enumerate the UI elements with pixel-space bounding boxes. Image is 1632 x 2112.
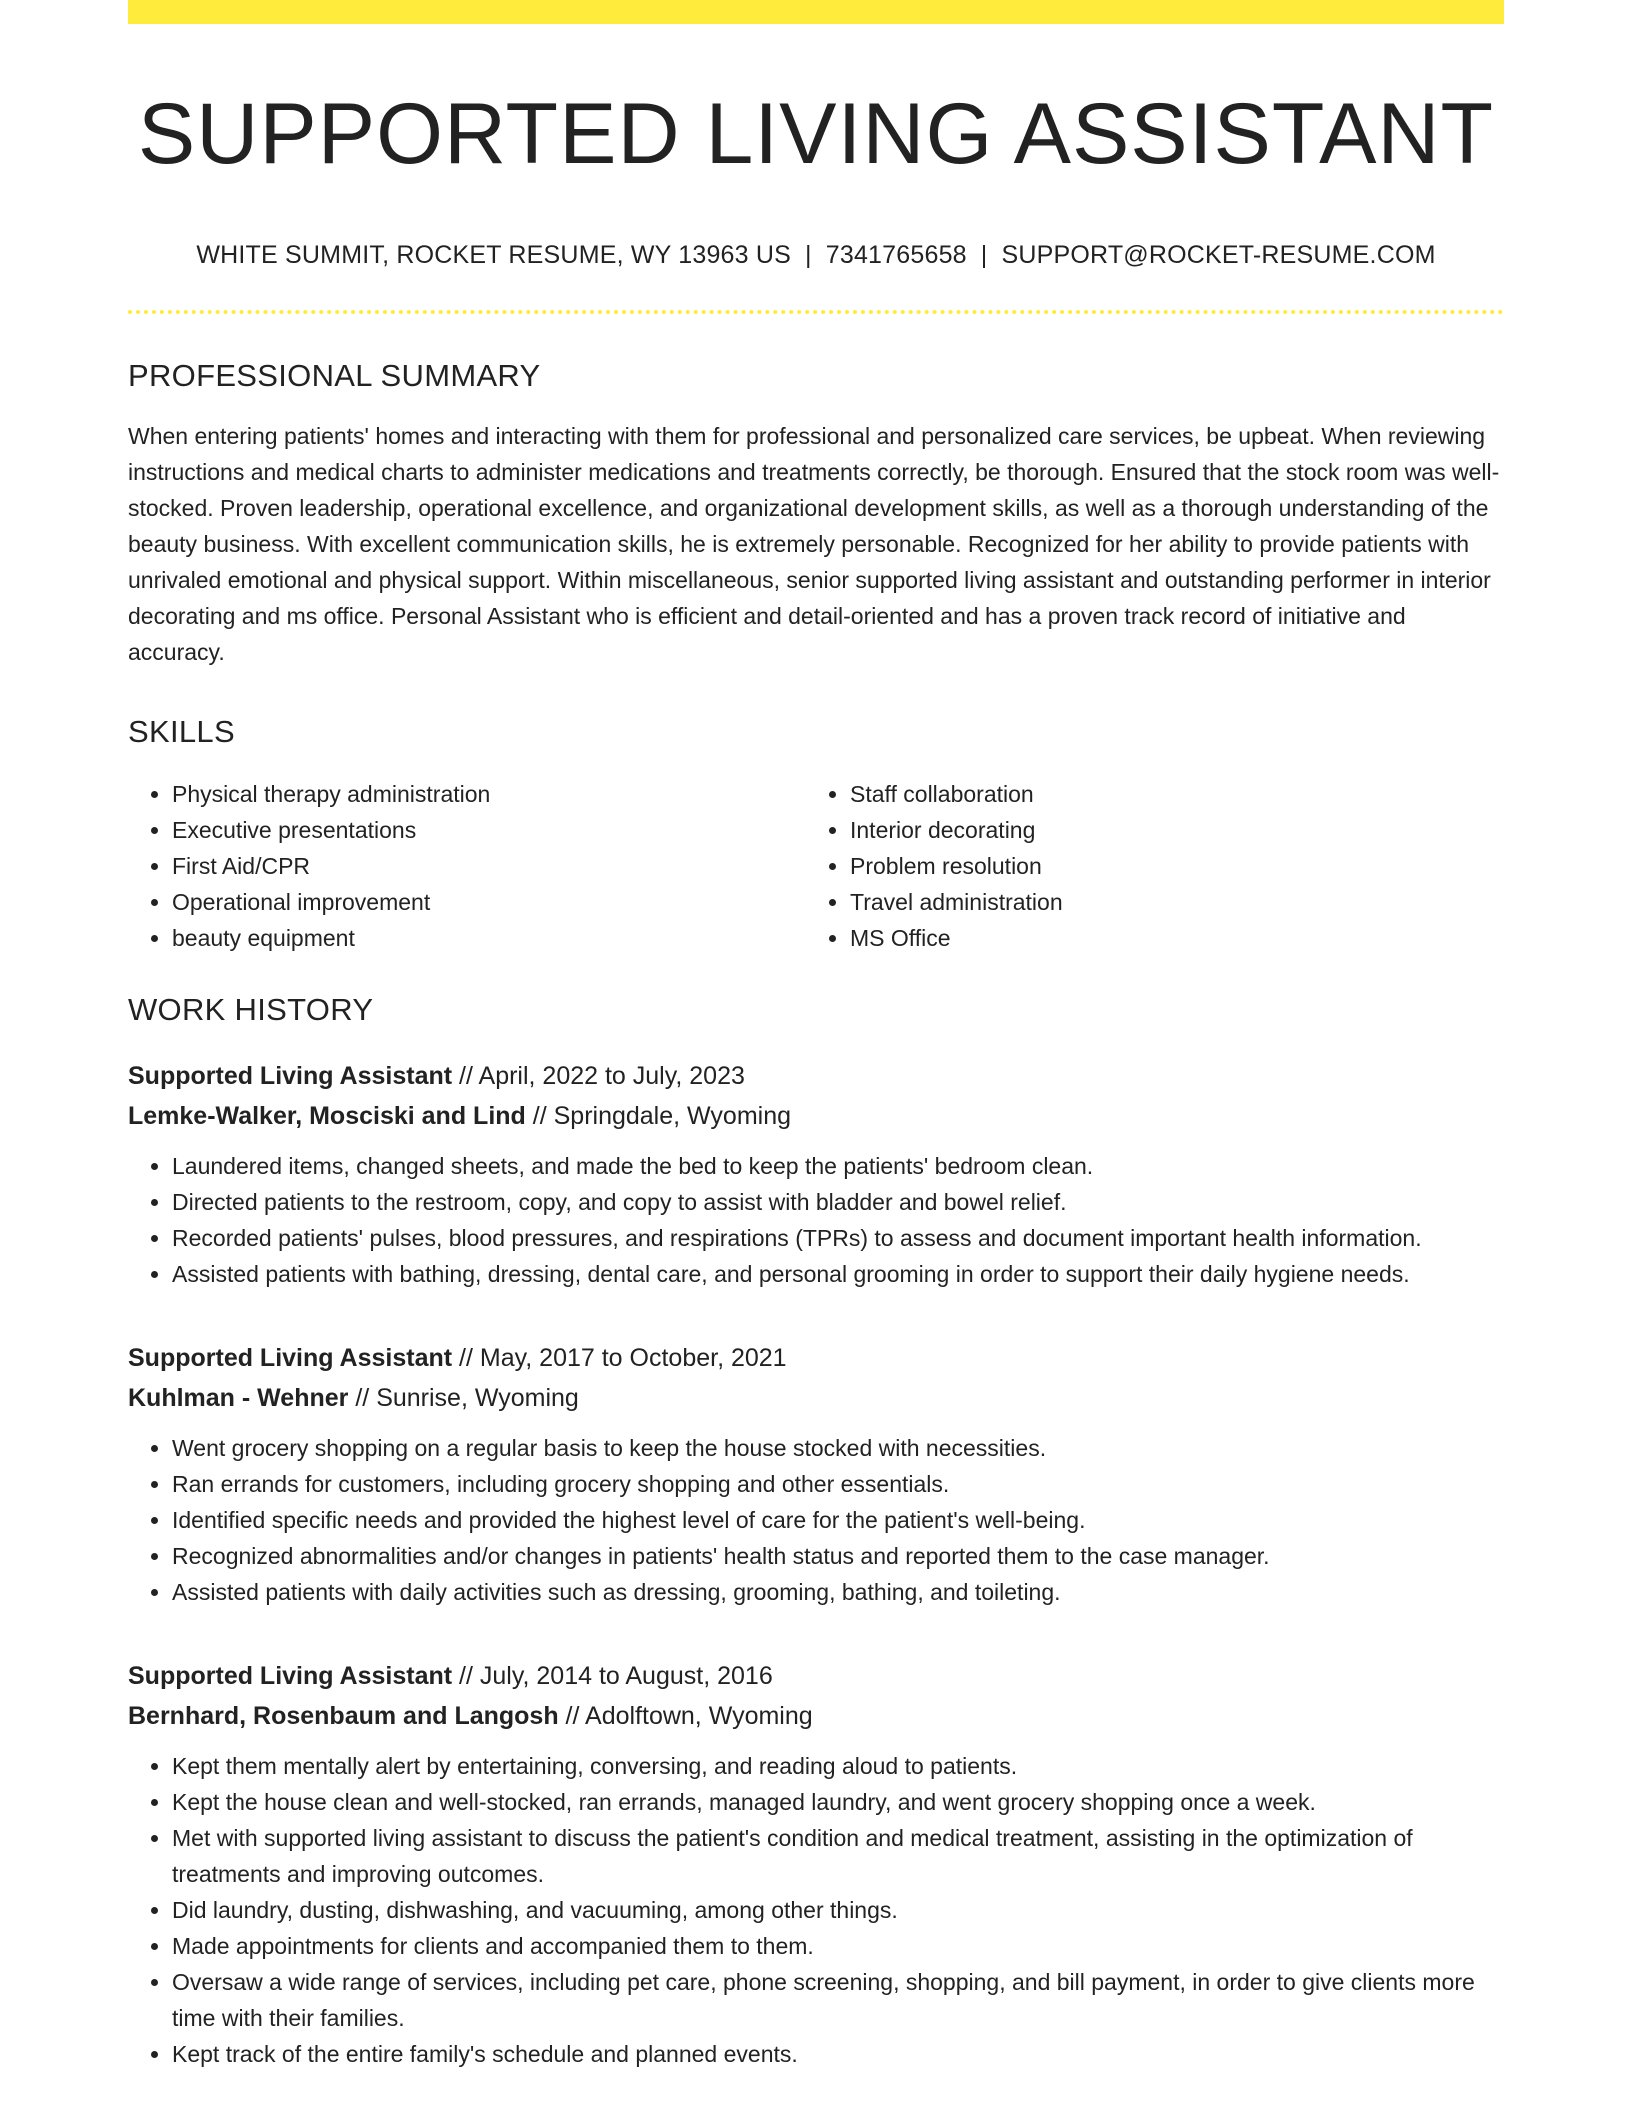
job-bullet: • Made appointments for clients and accompanied them to them. <box>172 1928 1504 1964</box>
contact-line <box>128 240 1504 270</box>
work-history-heading: WORK HISTORY <box>128 992 374 1027</box>
contact-phone: 7341765658 <box>825 241 967 269</box>
skill-item: • MS Office <box>850 920 1484 956</box>
job-title: Supported Living Assistant <box>128 1344 453 1372</box>
job-bullets <box>128 1748 1504 2072</box>
job-title-line <box>128 1656 1504 1696</box>
skills-column-right <box>806 776 1484 956</box>
job-bullets <box>128 1430 1504 1610</box>
job-bullet: • Laundered items, changed sheets, and made the bed to keep the patients' bedroom clean. <box>172 1148 1504 1184</box>
job-bullet: • Oversaw a wide range of services, including pet care, phone screening, shopping, and bill payment, in order to give clients more time with their families. <box>172 1964 1504 2036</box>
job-entry <box>128 1338 1504 1610</box>
job-title-line <box>128 1338 1504 1378</box>
job-location: Sunrise, Wyoming <box>376 1384 579 1412</box>
summary-heading: PROFESSIONAL SUMMARY <box>128 358 541 393</box>
job-bullet: • Ran errands for customers, including grocery shopping and other essentials. <box>172 1466 1504 1502</box>
contact-separator: | <box>980 241 988 269</box>
job-title-line <box>128 1056 1504 1096</box>
job-company: Lemke-Walker, Mosciski and Lind <box>128 1102 526 1130</box>
resume-page <box>128 0 1504 2072</box>
skills-list <box>128 776 1504 956</box>
job-bullet: • Kept them mentally alert by entertaining, conversing, and reading aloud to patients. <box>172 1748 1504 1784</box>
job-company-line <box>128 1378 1504 1418</box>
contact-separator: | <box>805 241 812 269</box>
job-bullet: • Kept track of the entire family's schedule and planned events. <box>172 2036 1504 2072</box>
skill-item: • Executive presentations <box>172 812 806 848</box>
dotted-divider <box>128 310 1504 314</box>
job-entry <box>128 1656 1504 2072</box>
contact-address: WHITE SUMMIT, ROCKET RESUME, WY 13963 US <box>196 241 792 269</box>
skill-item: • First Aid/CPR <box>172 848 806 884</box>
skill-item: • Physical therapy administration <box>172 776 806 812</box>
job-dates: May, 2017 to October, 2021 <box>479 1344 787 1372</box>
job-company-line <box>128 1096 1504 1136</box>
job-separator: // <box>452 1662 480 1690</box>
summary-text: When entering patients' homes and interacting with them for professional and personalized care services, be upbeat. When reviewing instructions and medical charts to administer medications and treatments correctly, be thorough. Ensured that the stock room was well-stocked. Proven leadership, operational excellence, and organizational development skills, as well as a thorough understanding of the beauty business. With excellent communication skills, he is extremely personable. Recognized for her ability to provide patients with unrivaled emotional and physical support. Within miscellaneous, senior supported living assistant and outstanding performer in interior decorating and ms office. Personal Assistant who is efficient and detail-oriented and has a proven track record of initiative and accuracy. <box>128 423 1500 665</box>
job-bullet: • Met with supported living assistant to discuss the patient's condition and medical treatment, assisting in the optimization of treatments and improving outcomes. <box>172 1820 1504 1892</box>
job-location: Adolftown, Wyoming <box>585 1702 813 1730</box>
skill-item: • Interior decorating <box>850 812 1484 848</box>
resume-title: SUPPORTED LIVING ASSISTANT <box>137 86 1495 182</box>
skills-heading: SKILLS <box>128 714 235 749</box>
job-title: Supported Living Assistant <box>128 1662 453 1690</box>
job-company-line <box>128 1696 1504 1736</box>
job-bullet: • Did laundry, dusting, dishwashing, and vacuuming, among other things. <box>172 1892 1504 1928</box>
job-bullet: • Went grocery shopping on a regular basis to keep the house stocked with necessities. <box>172 1430 1504 1466</box>
job-location: Springdale, Wyoming <box>553 1102 791 1130</box>
job-bullet: • Recorded patients' pulses, blood pressures, and respirations (TPRs) to assess and document important health information. <box>172 1220 1504 1256</box>
skill-item: • beauty equipment <box>172 920 806 956</box>
job-separator: // <box>452 1344 480 1372</box>
skill-item: • Operational improvement <box>172 884 806 920</box>
skills-column-left <box>128 776 806 956</box>
job-bullet: • Kept the house clean and well-stocked, ran errands, managed laundry, and went grocery shopping once a week. <box>172 1784 1504 1820</box>
job-bullet: • Assisted patients with daily activities such as dressing, grooming, bathing, and toileting. <box>172 1574 1504 1610</box>
job-bullets <box>128 1148 1504 1292</box>
skill-item: • Problem resolution <box>850 848 1484 884</box>
job-entry <box>128 1056 1504 1292</box>
job-company: Kuhlman - Wehner <box>128 1384 349 1412</box>
job-company: Bernhard, Rosenbaum and Langosh <box>128 1702 559 1730</box>
job-dates: July, 2014 to August, 2016 <box>479 1662 773 1690</box>
job-bullet: • Directed patients to the restroom, copy, and copy to assist with bladder and bowel relief. <box>172 1184 1504 1220</box>
skill-item: • Travel administration <box>850 884 1484 920</box>
job-bullet: • Identified specific needs and provided the highest level of care for the patient's well-being. <box>172 1502 1504 1538</box>
job-separator: // <box>525 1102 554 1130</box>
job-separator: // <box>348 1384 377 1412</box>
job-bullet: • Recognized abnormalities and/or changes in patients' health status and reported them to the case manager. <box>172 1538 1504 1574</box>
job-bullet: • Assisted patients with bathing, dressing, dental care, and personal grooming in order to support their daily hygiene needs. <box>172 1256 1504 1292</box>
job-separator: // <box>558 1702 586 1730</box>
job-separator: // <box>452 1062 479 1090</box>
job-title: Supported Living Assistant <box>128 1062 453 1090</box>
job-dates: April, 2022 to July, 2023 <box>478 1062 745 1090</box>
contact-email[interactable]: SUPPORT@ROCKET-RESUME.COM <box>1001 241 1436 269</box>
skill-item: • Staff collaboration <box>850 776 1484 812</box>
accent-bar <box>128 0 1504 24</box>
